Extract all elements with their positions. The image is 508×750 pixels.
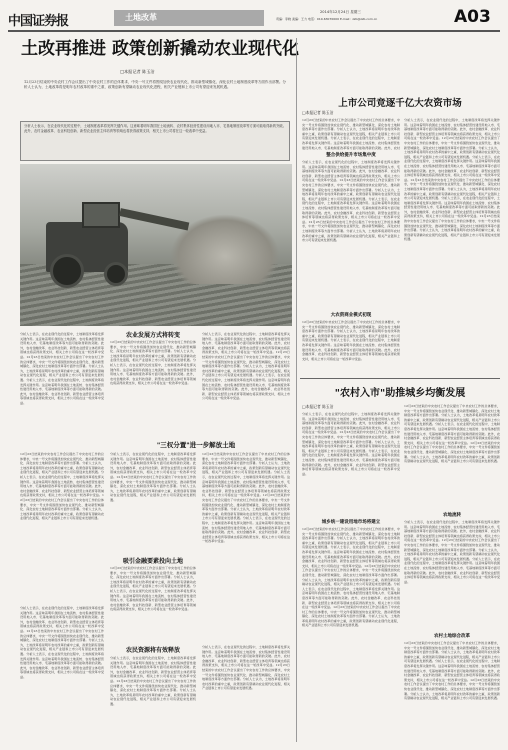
right-byline-1: □本报记者 陈玉洁 bbox=[302, 110, 334, 115]
harvester-wheel bbox=[50, 254, 84, 288]
section-heading-1: 农业发展方式将转变 bbox=[125, 332, 180, 339]
section-title: 土地改革 bbox=[125, 13, 157, 22]
body-column-2c: 12月23日结束的中央农村工作会议提出了中央农村工作的总体要求，中央一号文件将围绕加快农业现代化、推动新型城镇化、深化农村土地制度改革等方面作出部署。分析人士认为，土地改革将是明年农村改革的重中之重，政策创新有望撬动农业现代化进程，相关产业链和上市公司有望迎来发展机遇。分析人士表示，在农业现代化的过程中，土地制度改革将发挥关键作用。这意味着明年我国在土地流转、农村集体经营性建设用地入市、宅基地制度改革等方面可能取得新的突破。此外，农村金融改革、农业科技创新、新型农业经营主体培育等领域也将获得政策支持，相关上市公司将在这一轮改革中受益。 bbox=[110, 566, 196, 612]
section-heading-2: "三权分置"进一步解放土地 bbox=[156, 441, 236, 449]
farm-photo bbox=[20, 164, 292, 326]
right-col-4a: 12月23日结束的中央农村工作会议提出了中央农村工作的总体要求，中央一号文件将围绕加快农业现代化、推动新型城镇化、深化农村土地制度改革等方面作出部署。分析人士认为，土地改革将是明年农村改革的重中之重，政策创新有望撬动农业现代化进程，相关产业链和上市公司有望迎来发展机遇。分析人士表示，在农业现代化的过程中，土地制度改革将发挥关键作用。这意味着明年我国在土地流转、农村集体经营性建设用地入市、宅基地制度改革等方面可能取得新的突破。此外，农村金融改革、农业科技创新、新型农业经营主体培育等领域也将获得政策支持，相关上市公司将在这一轮改革中受益。12月23日结束的中央农村工作会议提出了中央农村工作的总体要求，中央一号文件将围绕加快农业现代化、推动新型城镇化、深化农村土地制度改革等方面作出部署。分析人士认为，土地改革将是明年农村改革的重中之重，政策创新有望撬动农业现代化进程，相关产业链和上市公司有望迎来发展机遇。 bbox=[404, 404, 500, 464]
section-heading-3: 吸引金融要素投向土地 bbox=[122, 558, 183, 565]
right-subheading-1: 整合供给提升市场集中度 bbox=[326, 153, 376, 158]
right-col-3a: 分析人士表示，在农业现代化的过程中，土地制度改革将发挥关键作用。这意味着明年我国在土地流转、农村集体经营性建设用地入市、宅基地制度改革等方面可能取得新的突破。此外，农村金融改革、农业科技创新、新型农业经营主体培育等领域也将获得政策支持，相关上市公司将在这一轮改革中受益。12月23日结束的中央农村工作会议提出了中央农村工作的总体要求，中央一号文件将围绕加快农业现代化、推动新型城镇化、深化农村土地制度改革等方面作出部署。分析人士认为，土地改革将是明年农村改革的重中之重，政策创新有望撬动农业现代化进程，相关产业链和上市公司有望迎来发展机遇。分析人士表示，在农业现代化的过程中，土地制度改革将发挥关键作用。这意味着明年我国在土地流转、农村集体经营性建设用地入市、宅基地制度改革等方面可能取得新的突破。此外，农村金融改革、农业科技创新、新型农业经营主体培育等领域也将获得政策支持，相关上市公司将在这一轮改革中受益。 bbox=[302, 412, 400, 476]
right-subheading-3: 城乡统一建设用地市场将建立 bbox=[321, 520, 381, 525]
right-col-1c: 12月23日结束的中央农村工作会议提出了中央农村工作的总体要求，中央一号文件将围绕加快农业现代化、推动新型城镇化、深化农村土地制度改革等方面作出部署。分析人士认为，土地改革将是明年农村改革的重中之重，政策创新有望撬动农业现代化进程，相关产业链和上市公司有望迎来发展机遇。分析人士表示，在农业现代化的过程中，土地制度改革将发挥关键作用。这意味着明年我国在土地流转、农村集体经营性建设用地入市、宅基地制度改革等方面可能取得新的突破。此外，农村金融改革、农业科技创新、新型农业经营主体培育等领域也将获得政策支持，相关上市公司将在这一轮改革中受益。 bbox=[302, 320, 400, 361]
lead-summary: 12月23日结束的中央农村工作会议提出了中央农村工作的总体要求，中央一号文件将围绕加快农业现代化、推动新型城镇化、深化农村土地制度改革等方面作出部署。分析人士认为，土地改革将是明年农村改革的重中之重，政策创新有望撬动农业现代化进程，相关产业链和上市公司有望迎来发展机遇。 bbox=[24, 80, 286, 89]
right-subheading-2: 大农资商业模式初现 bbox=[330, 313, 372, 318]
right-headline-2: "农村入市"助推城乡均衡发展 bbox=[334, 388, 466, 399]
body-column-2b: 分析人士表示，在农业现代化的过程中，土地制度改革将发挥关键作用。这意味着明年我国在土地流转、农村集体经营性建设用地入市、宅基地制度改革等方面可能取得新的突破。此外，农村金融改革、农业科技创新、新型农业经营主体培育等领域也将获得政策支持，相关上市公司将在这一轮改革中受益。12月23日结束的中央农村工作会议提出了中央农村工作的总体要求，中央一号文件将围绕加快农业现代化、推动新型城镇化、深化农村土地制度改革等方面作出部署。分析人士认为，土地改革将是明年农村改革的重中之重，政策创新有望撬动农业现代化进程，相关产业链和上市公司有望迎来发展机遇。 bbox=[110, 452, 196, 502]
body-column-1c: 分析人士表示，在农业现代化的过程中，土地制度改革将发挥关键作用。这意味着明年我国在土地流转、农村集体经营性建设用地入市、宅基地制度改革等方面可能取得新的突破。此外，农村金融改革、农业科技创新、新型农业经营主体培育等领域也将获得政策支持，相关上市公司将在这一轮改革中受益。12月23日结束的中央农村工作会议提出了中央农村工作的总体要求，中央一号文件将围绕加快农业现代化、推动新型城镇化、深化农村土地制度改革等方面作出部署。分析人士认为，土地改革将是明年农村改革的重中之重，政策创新有望撬动农业现代化进程，相关产业链和上市公司有望迎来发展机遇。分析人士表示，在农业现代化的过程中，土地制度改革将发挥关键作用。这意味着明年我国在土地流转、农村集体经营性建设用地入市、宅基地制度改革等方面可能取得新的突破。此外，农村金融改革、农业科技创新、新型农业经营主体培育等领域也将获得政策支持，相关上市公司将在这一轮改革中受益。 bbox=[20, 606, 104, 679]
right-byline-2: □本报记者 陈玉洁 bbox=[302, 404, 334, 409]
masthead bbox=[8, 8, 500, 30]
page-number: A03 bbox=[454, 7, 491, 27]
lead-paragraph: 分析人士表示，在农业现代化的过程中，土地制度改革将发挥关键作用。这意味着明年我国在土地流转、农村集体经营性建设用地入市、宅基地制度改革等方面可能取得新的突破。此外，农村金融改革、农业科技创新、新型农业经营主体培育等领域也将获得政策支持，相关上市公司将在这一轮改革中受益。 bbox=[24, 124, 286, 133]
lead-headline: 土改再推进 政策创新撬动农业现代化 bbox=[21, 39, 299, 59]
body-column-1b: 12月23日结束的中央农村工作会议提出了中央农村工作的总体要求，中央一号文件将围绕加快农业现代化、推动新型城镇化、深化农村土地制度改革等方面作出部署。分析人士认为，土地改革将是明年农村改革的重中之重，政策创新有望撬动农业现代化进程，相关产业链和上市公司有望迎来发展机遇。分析人士表示，在农业现代化的过程中，土地制度改革将发挥关键作用。这意味着明年我国在土地流转、农村集体经营性建设用地入市、宅基地制度改革等方面可能取得新的突破。此外，农村金融改革、农业科技创新、新型农业经营主体培育等领域也将获得政策支持，相关上市公司将在这一轮改革中受益。12月23日结束的中央农村工作会议提出了中央农村工作的总体要求，中央一号文件将围绕加快农业现代化、推动新型城镇化、深化农村土地制度改革等方面作出部署。分析人士认为，土地改革将是明年农村改革的重中之重，政策创新有望撬动农业现代化进程，相关产业链和上市公司有望迎来发展机遇。 bbox=[20, 452, 104, 521]
right-col-1a: 12月23日结束的中央农村工作会议提出了中央农村工作的总体要求，中央一号文件将围绕加快农业现代化、推动新型城镇化、深化农村土地制度改革等方面作出部署。分析人士认为，土地改革将是明年农村改革的重中之重，政策创新有望撬动农业现代化进程，相关产业链和上市公司有望迎来发展机遇。分析人士表示，在农业现代化的过程中，土地制度改革将发挥关键作用。这意味着明年我国在土地流转、农村集体经营性建设用地入市、宅基地制度改革等方面可能取得新的突破。此外，农村 bbox=[302, 118, 400, 150]
right-subheading-5: 农村土地综合改革 bbox=[434, 634, 470, 639]
column-divider bbox=[296, 38, 297, 742]
issue-date: 2014年12月24日 星期三 bbox=[320, 10, 361, 14]
right-subheading-4: 农地流转 bbox=[443, 513, 461, 518]
section-heading-4: 农民资源将有效释放 bbox=[125, 647, 180, 654]
body-column-2d: 分析人士表示，在农业现代化的过程中，土地制度改革将发挥关键作用。这意味着明年我国在土地流转、农村集体经营性建设用地入市、宅基地制度改革等方面可能取得新的突破。此外，农村金融改革、农业科技创新、新型农业经营主体培育等领域也将获得政策支持，相关上市公司将在这一轮改革中受益。12月23日结束的中央农村工作会议提出了中央农村工作的总体要求，中央一号文件将围绕加快农业现代化、推动新型城镇化、深化农村土地制度改革等方面作出部署。分析人士认为，土地改革将是明年农村改革的重中之重，政策创新有望撬动农业现代化进程，相关产业链和上市公司有望迎来发展机遇。 bbox=[110, 656, 196, 706]
body-column-3b: 12月23日结束的中央农村工作会议提出了中央农村工作的总体要求，中央一号文件将围绕加快农业现代化、推动新型城镇化、深化农村土地制度改革等方面作出部署。分析人士认为，土地改革将是明年农村改革的重中之重，政策创新有望撬动农业现代化进程，相关产业链和上市公司有望迎来发展机遇。分析人士表示，在农业现代化的过程中，土地制度改革将发挥关键作用。这意味着明年我国在土地流转、农村集体经营性建设用地入市、宅基地制度改革等方面可能取得新的突破。此外，农村金融改革、农业科技创新、新型农业经营主体培育等领域也将获得政策支持，相关上市公司将在这一轮改革中受益。12月23日结束的中央农村工作会议提出了中央农村工作的总体要求，中央一号文件将围绕加快农业现代化、推动新型城镇化、深化农村土地制度改革等方面作出部署。分析人士认为，土地改革将是明年农村改革的重中之重，政策创新有望撬动农业现代化进程，相关产业链和上市公司有望迎来发展机遇。分析人士表示，在农业现代化的过程中，土地制度改革将发挥关键作用。这意味着明年我国在土地流转、农村集体经营性建设用地入市、宅基地制度改革等方面可能取得新的突破。此外，农村金融改革、农业科技创新、新型农业经营主体培育等领域也将获得政策支持，相关上市公司将在这一轮改革中受益。 bbox=[202, 452, 290, 544]
right-section-divider bbox=[300, 378, 500, 379]
right-col-2a: 分析人士表示，在农业现代化的过程中，土地制度改革将发挥关键作用。这意味着明年我国在土地流转、农村集体经营性建设用地入市、宅基地制度改革等方面可能取得新的突破。此外，农村金融改革、农业科技创新、新型农业经营主体培育等领域也将获得政策支持，相关上市公司将在这一轮改革中受益。12月23日结束的中央农村工作会议提出了中央农村工作的总体要求，中央一号文件将围绕加快农业现代化、推动新型城镇化、深化农村土地制度改革等方面作出部署。分析人士认为，土地改革将是明年农村改革的重中之重，政策创新有望撬动农业现代化进程，相关产业链和上市公司有望迎来发展机遇。分析人士表示，在农业现代化的过程中，土地制度改革将发挥关键作用。这意味着明年我国在土地流转、农村集体经营性建设用地入市、宅基地制度改革等方面可能取得新的突破。此外，农村金融改革、农业科技创新、新型农业经营主体培育等领域也将获得政策支持，相关上市公司将在这一轮改革中受益。12月23日结束的中央农村工作会议提出了中央农村工作的总体要求，中央一号文件将围绕加快农业现代化、推动新型城镇化、深化农村土地制度改革等方面作出部署。分析人士认为，土地改革将是明年农村改革的重中之重，政策创新有望撬动农业现代化进程，相关产业链和上市公司有望迎来发展机遇。分析人士表示，在农业现代化的过程中，土地制度改革将发挥关键作用。这意味着明年我国在土地流转、农村集体经营性建设用地入市、宅基地制度改革等方面可能取得新的突破。此外，农村金融改革、农业科技创新、新型农业经营主体培育等领域也将获得政策支持，相关上市公司将在这一轮改革中受益。12月23日结束的中央农村工作会议提出了中央农村工作的总体要求，中央一号文件将围绕加快农业现代化、推动新型城镇化、深化农村土地制度改革等方面作出部署。分析人士认为，土地改革将是明年农村改革的重中之重，政策创新有望撬动农业现代化进程，相关产业链和上市公司有望迎来发展机遇。 bbox=[404, 118, 500, 242]
right-col-4c: 12月23日结束的中央农村工作会议提出了中央农村工作的总体要求，中央一号文件将围绕加快农业现代化、推动新型城镇化、深化农村土地制度改革等方面作出部署。分析人士认为，土地改革将是明年农村改革的重中之重，政策创新有望撬动农业现代化进程，相关产业链和上市公司有望迎来发展机遇。分析人士表示，在农业现代化的过程中，土地制度改革将发挥关键作用。这意味着明年我国在土地流转、农村集体经营性建设用地入市、宅基地制度改革等方面可能取得新的突破。此外，农村金融改革、农业科技创新、新型农业经营主体培育等领域也将获得政策支持，相关上市公司将在这一轮改革中受益。12月23日结束的中央农村工作会议提出了中央农村工作的总体要求，中央一号文件将围绕加快农业现代化、推动新型城镇化、深化农村土地制度改革等方面作出部署。分析人士认为，土地改革将是明年农村改革的重中之重，政策创新有望撬动农业现代化进程，相关产业链和上市公司有望迎来发展机遇。 bbox=[404, 641, 500, 701]
right-col-4b: 分析人士表示，在农业现代化的过程中，土地制度改革将发挥关键作用。这意味着明年我国在土地流转、农村集体经营性建设用地入市、宅基地制度改革等方面可能取得新的突破。此外，农村金融改革、农业科技创新、新型农业经营主体培育等领域也将获得政策支持，相关上市公司将在这一轮改革中受益。12月23日结束的中央农村工作会议提出了中央农村工作的总体要求，中央一号文件将围绕加快农业现代化、推动新型城镇化、深化农村土地制度改革等方面作出部署。分析人士认为，土地改革将是明年农村改革的重中之重，政策创新有望撬动农业现代化进程，相关产业链和上市公司有望迎来发展机遇。分析人士表示，在农业现代化的过程中，土地制度改革将发挥关键作用。这意味着明年我国在土地流转、农村集体经营性建设用地入市、宅基地制度改革等方面可能取得新的突破。此外，农村金融改革、农业科技创新、新型农业经营主体培育等领域也将获得政策支持，相关上市公司将在这一轮改革中受益。 bbox=[404, 520, 500, 584]
header-divider bbox=[8, 30, 500, 32]
body-column-2a: 12月23日结束的中央农村工作会议提出了中央农村工作的总体要求，中央一号文件将围绕加快农业现代化、推动新型城镇化、深化农村土地制度改革等方面作出部署。分析人士认为，土地改革将是明年农村改革的重中之重，政策创新有望撬动农业现代化进程，相关产业链和上市公司有望迎来发展机遇。分析人士表示，在农业现代化的过程中，土地制度改革将发挥关键作用。这意味着明年我国在土地流转、农村集体经营性建设用地入市、宅基地制度改革等方面可能取得新的突破。此外，农村金融改革、农业科技创新、新型农业经营主体培育等领域也将获得政策支持，相关上市公司将在这一轮改革中受益。 bbox=[110, 340, 196, 386]
harvester-cab bbox=[82, 202, 120, 228]
body-column-3c: 分析人士表示，在农业现代化的过程中，土地制度改革将发挥关键作用。这意味着明年我国在土地流转、农村集体经营性建设用地入市、宅基地制度改革等方面可能取得新的突破。此外，农村金融改革、农业科技创新、新型农业经营主体培育等领域也将获得政策支持，相关上市公司将在这一轮改革中受益。12月23日结束的中央农村工作会议提出了中央农村工作的总体要求，中央一号文件将围绕加快农业现代化、推动新型城镇化、深化农村土地制度改革等方面作出部署。分析人士认为，土地改革将是明年农村改革的重中之重，政策创新有望撬动农业现代化进程，相关产业链和上市公司有望迎来发展机遇。 bbox=[202, 645, 290, 691]
body-column-1a: 分析人士表示，在农业现代化的过程中，土地制度改革将发挥关键作用。这意味着明年我国在土地流转、农村集体经营性建设用地入市、宅基地制度改革等方面可能取得新的突破。此外，农村金融改革、农业科技创新、新型农业经营主体培育等领域也将获得政策支持，相关上市公司将在这一轮改革中受益。12月23日结束的中央农村工作会议提出了中央农村工作的总体要求，中央一号文件将围绕加快农业现代化、推动新型城镇化、深化农村土地制度改革等方面作出部署。分析人士认为，土地改革将是明年农村改革的重中之重，政策创新有望撬动农业现代化进程，相关产业链和上市公司有望迎来发展机遇。分析人士表示，在农业现代化的过程中，土地制度改革将发挥关键作用。这意味着明年我国在土地流转、农村集体经营性建设用地入市、宅基地制度改革等方面可能取得新的突破。此外，农村金融改革、农业科技创新、新型农业经营主体培育等领域也将获得政策支持，相关上市公司将在这一轮改革中受益。 bbox=[20, 332, 104, 405]
body-column-3a: 分析人士表示，在农业现代化的过程中，土地制度改革将发挥关键作用。这意味着明年我国在土地流转、农村集体经营性建设用地入市、宅基地制度改革等方面可能取得新的突破。此外，农村金融改革、农业科技创新、新型农业经营主体培育等领域也将获得政策支持，相关上市公司将在这一轮改革中受益。12月23日结束的中央农村工作会议提出了中央农村工作的总体要求，中央一号文件将围绕加快农业现代化、推动新型城镇化、深化农村土地制度改革等方面作出部署。分析人士认为，土地改革将是明年农村改革的重中之重，政策创新有望撬动农业现代化进程，相关产业链和上市公司有望迎来发展机遇。分析人士表示，在农业现代化的过程中，土地制度改革将发挥关键作用。这意味着明年我国在土地流转、农村集体经营性建设用地入市、宅基地制度改革等方面可能取得新的突破。此外，农村金融改革、农业科技创新、新型农业经营主体培育等领域也将获得政策支持，相关上市公司将在这一轮改革中受益。 bbox=[202, 332, 290, 401]
harvester-wheel-rear bbox=[104, 262, 128, 286]
right-col-1b: 分析人士表示，在农业现代化的过程中，土地制度改革将发挥关键作用。这意味着明年我国在土地流转、农村集体经营性建设用地入市、宅基地制度改革等方面可能取得新的突破。此外，农村金融改革、农业科技创新、新型农业经营主体培育等领域也将获得政策支持，相关上市公司将在这一轮改革中受益。12月23日结束的中央农村工作会议提出了中央农村工作的总体要求，中央一号文件将围绕加快农业现代化、推动新型城镇化、深化农村土地制度改革等方面作出部署。分析人士认为，土地改革将是明年农村改革的重中之重，政策创新有望撬动农业现代化进程，相关产业链和上市公司有望迎来发展机遇。分析人士表示，在农业现代化的过程中，土地制度改革将发挥关键作用。这意味着明年我国在土地流转、农村集体经营性建设用地入市、宅基地制度改革等方面可能取得新的突破。此外，农村金融改革、农业科技创新、新型农业经营主体培育等领域也将获得政策支持，相关上市公司将在这一轮改革中受益。12月23日结束的中央农村工作会议提出了中央农村工作的总体要求，中央一号文件将围绕加快农业现代化、推动新型城镇化、深化农村土地制度改革等方面作出部署。分析人士认为，土地改革将是明年农村改革的重中之重，政策创新有望撬动农业现代化进程，相关产业链和上市公司有望迎来发展机遇。 bbox=[302, 160, 400, 243]
right-col-3b: 12月23日结束的中央农村工作会议提出了中央农村工作的总体要求，中央一号文件将围绕加快农业现代化、推动新型城镇化、深化农村土地制度改革等方面作出部署。分析人士认为，土地改革将是明年农村改革的重中之重，政策创新有望撬动农业现代化进程，相关产业链和上市公司有望迎来发展机遇。分析人士表示，在农业现代化的过程中，土地制度改革将发挥关键作用。这意味着明年我国在土地流转、农村集体经营性建设用地入市、宅基地制度改革等方面可能取得新的突破。此外，农村金融改革、农业科技创新、新型农业经营主体培育等领域也将获得政策支持，相关上市公司将在这一轮改革中受益。12月23日结束的中央农村工作会议提出了中央农村工作的总体要求，中央一号文件将围绕加快农业现代化、推动新型城镇化、深化农村土地制度改革等方面作出部署。分析人士认为，土地改革将是明年农村改革的重中之重，政策创新有望撬动农业现代化进程，相关产业链和上市公司有望迎来发展机遇。分析人士表示，在农业现代化的过程中，土地制度改革将发挥关键作用。这意味着明年我国在土地流转、农村集体经营性建设用地入市、宅基地制度改革等方面可能取得新的突破。此外，农村金融改革、农业科技创新、新型农业经营主体培育等领域也将获得政策支持，相关上市公司将在这一轮改革中受益。12月23日结束的中央农村工作会议提出了中央农村工作的总体要求，中央一号文件将围绕加快农业现代化、推动新型城镇化、深化农村土地制度改革等方面作出部署。分析人士认为，土地改革将是明年农村改革的重中之重，政策创新有望撬动农业现代化进程，相关产业链和上市公司有望迎来发展机遇。 bbox=[302, 527, 400, 628]
newspaper-logo: 中国证券报 bbox=[8, 14, 69, 29]
right-headline-1: 上市公司竞逐千亿大农资市场 bbox=[338, 98, 462, 109]
editor-line: 责编：李晓 美编：王力 电话：010-63070000 E-mail：zzb@zzb.com.cn bbox=[276, 17, 378, 21]
lead-byline: □本报记者 陈玉洁 bbox=[120, 69, 155, 74]
